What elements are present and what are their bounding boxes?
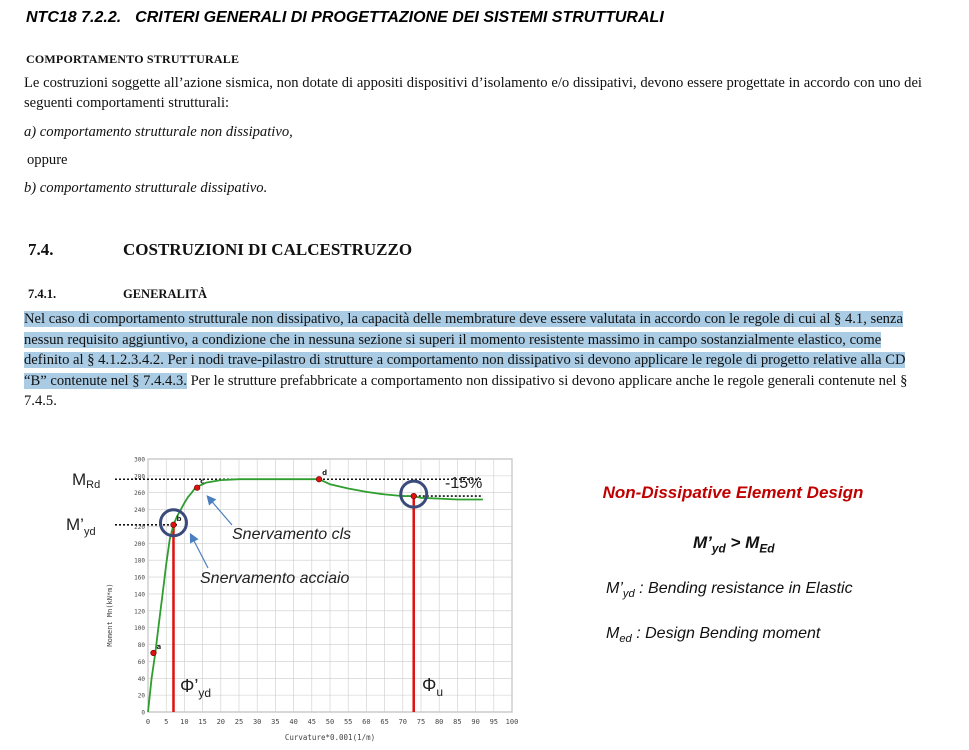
x-ticks bbox=[146, 718, 518, 726]
y-tick-label: 260 bbox=[134, 490, 145, 498]
highlighted-text: Nel caso di comportamento strutturale non dissipativo, la capacità delle membrature deve essere valutata in accordo con le regole di cui al § 4.1, senza nessun requisito aggiuntivo, a condizione che in nessuna sezione si superi il momento resistente massimo in campo sostanzialmente elastico, come definito al § 4.1.2.3.4.2. Per i nodi trave-pilastro di strutture a comportamento non dissipativo si devono applicare le regole di progetto relative alla CD “B” contenute nel § 7.4.4.3. bbox=[24, 311, 906, 389]
y-tick-label: 120 bbox=[134, 608, 145, 616]
x-tick-label: 10 bbox=[180, 718, 189, 726]
page-title bbox=[26, 9, 664, 27]
section-heading-comportamento: COMPORTAMENTO STRUTTURALE bbox=[26, 52, 240, 66]
right-panel-title: Non-Dissipative Element Design bbox=[602, 483, 864, 502]
curve-point bbox=[151, 650, 157, 656]
x-tick-label: 35 bbox=[271, 718, 280, 726]
x-tick-label: 20 bbox=[216, 718, 226, 726]
y-tick-label: 160 bbox=[134, 574, 145, 582]
snervamento-acciaio-label: Snervamento acciaio bbox=[200, 570, 350, 587]
y-axis-label: Moment Mn(kN*m) bbox=[106, 583, 114, 647]
x-tick-label: 0 bbox=[145, 718, 151, 726]
section1-paragraph: Le costruzioni soggette all’azione sismica, non dotate di appositi dispositivi d’isolamento e/o dissipativi, devono essere progettate in accordo con uno dei seguenti comportamenti strutturali: bbox=[24, 75, 922, 111]
definition-myd: $M’_{yd}$ : Bending resistance in Elastic bbox=[606, 580, 853, 601]
y-tick-label: 220 bbox=[134, 523, 145, 531]
x-tick-label: 55 bbox=[343, 718, 353, 726]
option-or: oppure bbox=[27, 152, 68, 168]
y-tick-label: 180 bbox=[134, 557, 145, 565]
y-tick-label: 80 bbox=[137, 642, 145, 650]
title-text: CRITERI GENERALI DI PROGETTAZIONE DEI SISTEMI STRUTTURALI bbox=[135, 9, 664, 26]
point-label: a bbox=[156, 642, 162, 651]
x-tick-label: 90 bbox=[471, 718, 480, 726]
title-number: NTC18 7.2.2. bbox=[26, 9, 122, 26]
point-label: d bbox=[322, 469, 328, 478]
x-tick-label: 85 bbox=[453, 718, 462, 726]
paragraph-rest: Per le strutture prefabbricate a comportamento non dissipativo si devono applicare anche le regole generali contenute nel § 7.4.5. bbox=[24, 372, 908, 409]
option-a: a) comportamento strutturale non dissipativo, bbox=[24, 124, 293, 140]
x-axis-label: Curvature*0.001(1/m) bbox=[284, 733, 376, 742]
x-tick-label: 45 bbox=[307, 718, 317, 726]
curve-point bbox=[316, 476, 322, 482]
y-tick-label: 140 bbox=[134, 591, 145, 599]
x-tick-label: 15 bbox=[198, 718, 207, 726]
y-tick-label: 100 bbox=[134, 625, 145, 633]
section-number-7-4: 7.4. bbox=[28, 240, 54, 259]
x-tick-label: 80 bbox=[434, 718, 444, 726]
x-tick-label: 5 bbox=[164, 718, 169, 726]
phi-u-label: $\Phi_u$ bbox=[422, 675, 444, 699]
y-tick-label: 200 bbox=[134, 540, 145, 548]
x-tick-label: 65 bbox=[380, 718, 389, 726]
point-label: c bbox=[200, 477, 205, 486]
option-b: b) comportamento strutturale dissipativo. bbox=[24, 180, 268, 196]
generalita-paragraph bbox=[24, 309, 924, 412]
y-tick-label: 20 bbox=[137, 692, 145, 700]
x-tick-label: 60 bbox=[362, 718, 371, 726]
moment-curvature-chart bbox=[60, 455, 525, 745]
x-tick-label: 50 bbox=[325, 718, 335, 726]
y-tick-label: 40 bbox=[137, 675, 145, 683]
curve-point bbox=[194, 485, 200, 491]
mrd-label: MRd bbox=[72, 470, 101, 491]
x-tick-label: 25 bbox=[234, 718, 244, 726]
point-label: b bbox=[176, 514, 182, 523]
section-title-7-4: COSTRUZIONI DI CALCESTRUZZO bbox=[123, 240, 413, 259]
section-title-7-4-1: GENERALITÀ bbox=[123, 287, 208, 301]
y-ticks bbox=[134, 457, 145, 717]
snervamento-cls-label: Snervamento cls bbox=[232, 526, 352, 543]
y-tick-label: 280 bbox=[134, 473, 145, 481]
design-formula: $M’_{yd} > M_{Ed}$ bbox=[693, 533, 775, 556]
x-tick-label: 30 bbox=[252, 718, 262, 726]
y-tick-label: 300 bbox=[134, 456, 145, 464]
curve-point bbox=[171, 522, 177, 528]
x-tick-label: 75 bbox=[416, 718, 426, 726]
reduction-label: -15% bbox=[445, 475, 483, 492]
y-tick-label: 240 bbox=[134, 507, 145, 515]
x-tick-label: 40 bbox=[289, 718, 298, 726]
y-tick-label: 0 bbox=[141, 709, 145, 717]
myd-label: $M’_{yd}$ bbox=[66, 515, 96, 538]
x-tick-label: 70 bbox=[398, 718, 408, 726]
y-tick-label: 60 bbox=[137, 658, 145, 666]
x-tick-label: 100 bbox=[505, 718, 519, 726]
chart-svg bbox=[60, 455, 525, 745]
curve-point bbox=[411, 493, 417, 499]
definition-med: $M_{ed}$ : Design Bending moment bbox=[606, 625, 821, 646]
section-number-7-4-1: 7.4.1. bbox=[28, 287, 57, 301]
x-tick-label: 95 bbox=[489, 718, 499, 726]
phi-yd-label: $\Phi’_{yd}$ bbox=[180, 676, 212, 700]
